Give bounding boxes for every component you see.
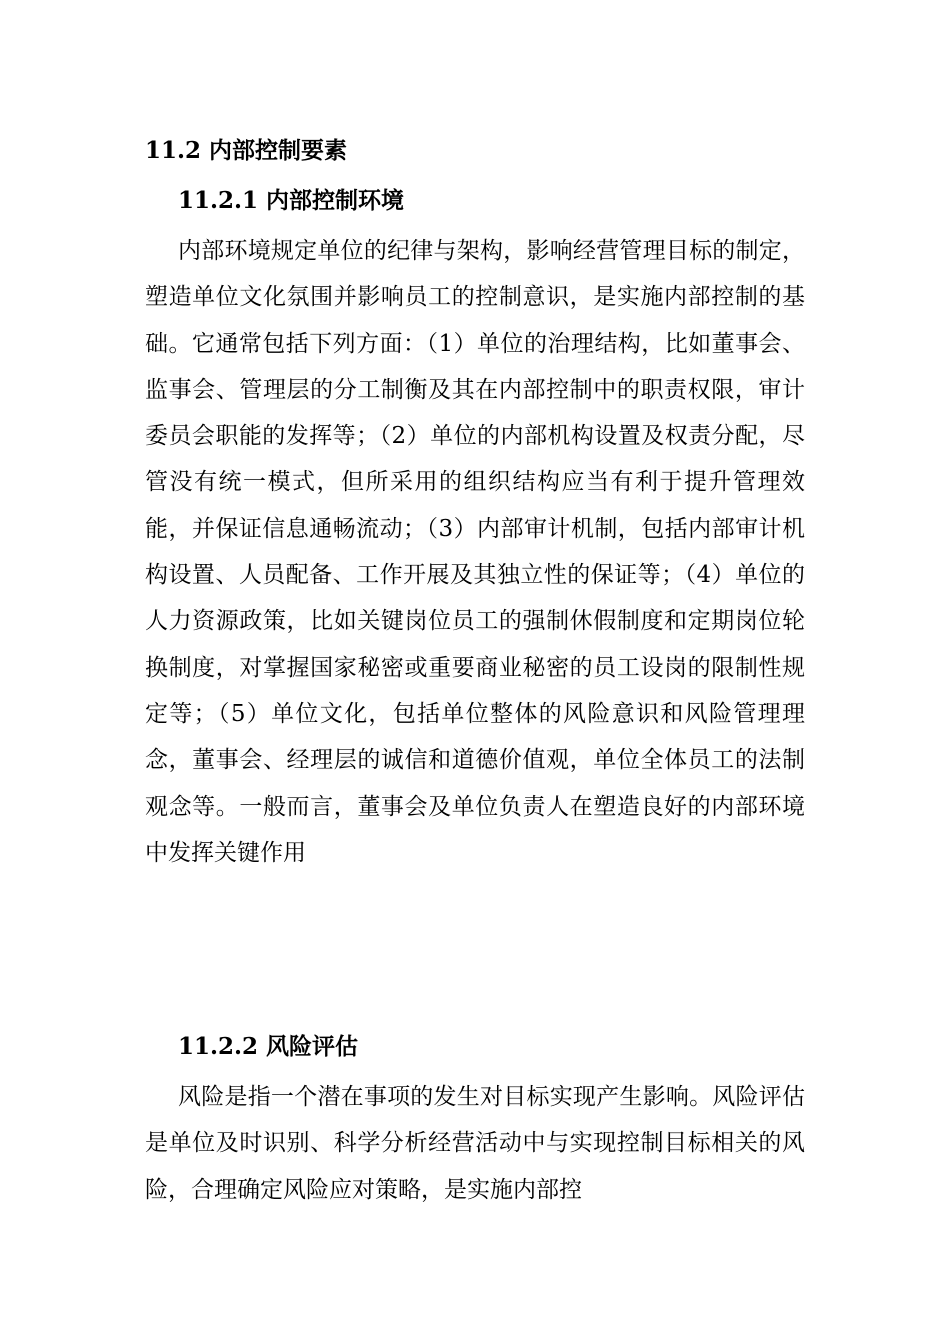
paragraph-internal-control-environment: 内部环境规定单位的纪律与架构，影响经营管理目标的制定，塑造单位文化氛围并影响员工的控制意识，是实施内部控制的基础。它通常包括下列方面：（1）单位的治理结构，比如董事会、监事会、管理层的分工制衡及其在内部控制中的职责权限，审计委员会职能的发挥等；（2）单位的内部机构设置及权责分配，尽管没有统一模式，但所采用的组织结构应当有利于提升管理效能，并保证信息通畅流动；（3）内部审计机制，包括内部审计机构设置、人员配备、工作开展及其独立性的保证等；（4）单位的人力资源政策，比如关键岗位员工的强制休假制度和定期岗位轮换制度，对掌握国家秘密或重要商业秘密的员工设岗的限制性规定等；（5）单位文化，包括单位整体的风险意识和风险管理理念，董事会、经理层的诚信和道德价值观，单位全体员工的法制观念等。一般而言，董事会及单位负责人在塑造良好的内部环境中发挥关键作用 (145, 238, 805, 866)
subsection-title-internal-control-environment: 11.2.1 内部控制环境 (178, 187, 405, 214)
section-title: 11.2 内部控制要素 (145, 137, 348, 164)
subsection-title-risk-assessment: 11.2.2 风险评估 (178, 1033, 359, 1060)
paragraph-risk-assessment: 风险是指一个潜在事项的发生对目标实现产生影响。风险评估是单位及时识别、科学分析经营活动中与实现控制目标相关的风险，合理确定风险应对策略，是实施内部控 (145, 1084, 805, 1203)
